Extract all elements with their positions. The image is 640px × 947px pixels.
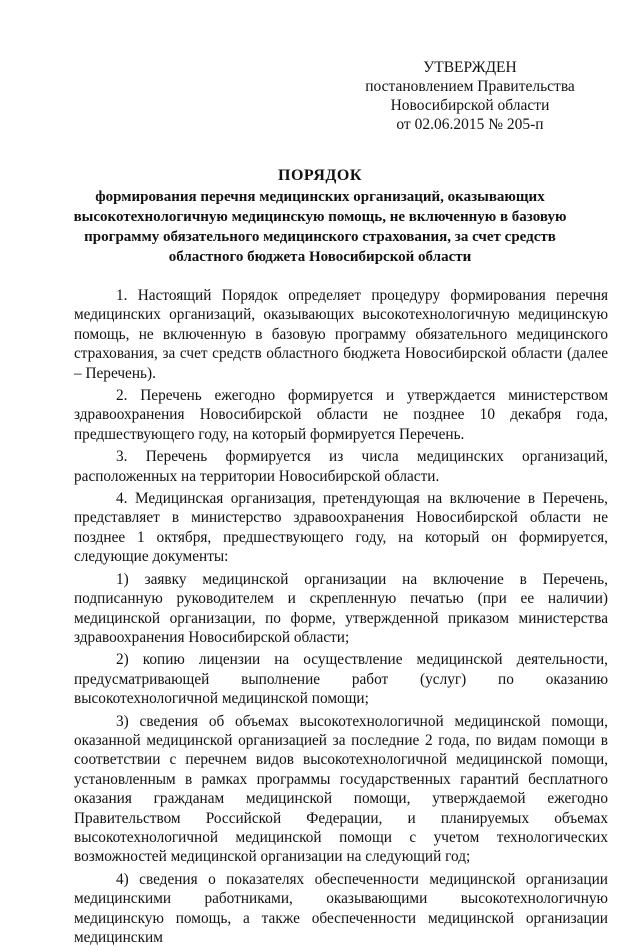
paragraph: 4. Медицинская организация, претендующая на включение в Перечень, представляет в министерство здравоохранения Новосибирской области не позднее 1 октября, предшествующего году, на который он формируется, следующие документы: bbox=[74, 490, 608, 566]
paragraph: 3. Перечень формируется из числа медицинских организаций, расположенных на территории Новосибирской области. bbox=[74, 448, 608, 485]
paragraph: 2. Перечень ежегодно формируется и утверждается министерством здравоохранения Новосибирской области не позднее 10 декабря года, предшествующего году, на который формируется Перечень. bbox=[74, 387, 608, 443]
approval-stamp bbox=[340, 58, 600, 134]
document-title bbox=[60, 165, 580, 267]
paragraph: 3) сведения об объемах высокотехнологичной медицинской помощи, оказанной медицинской организацией за последние 2 года, по видам помощи в соответствии с перечнем видов высокотехнологичной медицинской помощи, установленным в рамках программы государственных гарантий бесплатного оказания гражданам медицинской помощи, утверждаемой ежегодно Правительством Российской Федерации, и планируемых объемах высокотехнологичной медицинской помощи с учетом технологических возможностей медицинской организации на следующий год; bbox=[74, 712, 608, 866]
approval-word: УТВЕРЖДЕН bbox=[423, 59, 517, 76]
paragraph: 4) сведения о показателях обеспеченности медицинской организации медицинскими работниками, оказывающими высокотехнологичную медицинскую помощь, а также обеспеченности медицинской организации медицинским bbox=[74, 870, 608, 946]
paragraph: 1. Настоящий Порядок определяет процедуру формирования перечня медицинских организаций, оказывающих высокотехнологичную медицинскую помощь, не включенную в базовую программу обязательного медицинского страхования, за счет средств областного бюджета Новосибирской области (далее – Перечень). bbox=[74, 287, 608, 382]
paragraph: 1) заявку медицинской организации на включение в Перечень, подписанную руководителем и скрепленную печатью (при ее наличии) медицинской организации, по форме, утвержденной приказом министерства здравоохранения Новосибирской области; bbox=[74, 570, 608, 646]
approval-line-3: Новосибирской области bbox=[390, 97, 550, 114]
approval-line-4: от 02.06.2015 № 205-п bbox=[396, 116, 544, 133]
title-subtitle: формирования перечня медицинских организаций, оказывающих высокотехнологичную медицинскую помощь, не включенную в базовую программу обязательного медицинского страхования, за счет средств областного бюджета Новосибирской области bbox=[73, 189, 567, 265]
paragraph: 2) копию лицензии на осуществление медицинской деятельности, предусматривающей выполнение работ (услуг) по оказанию высокотехнологичной медицинской помощи; bbox=[74, 651, 608, 708]
title-heading: ПОРЯДОК bbox=[278, 167, 362, 184]
approval-line-2: постановлением Правительства bbox=[365, 78, 575, 95]
document-body bbox=[74, 286, 608, 947]
